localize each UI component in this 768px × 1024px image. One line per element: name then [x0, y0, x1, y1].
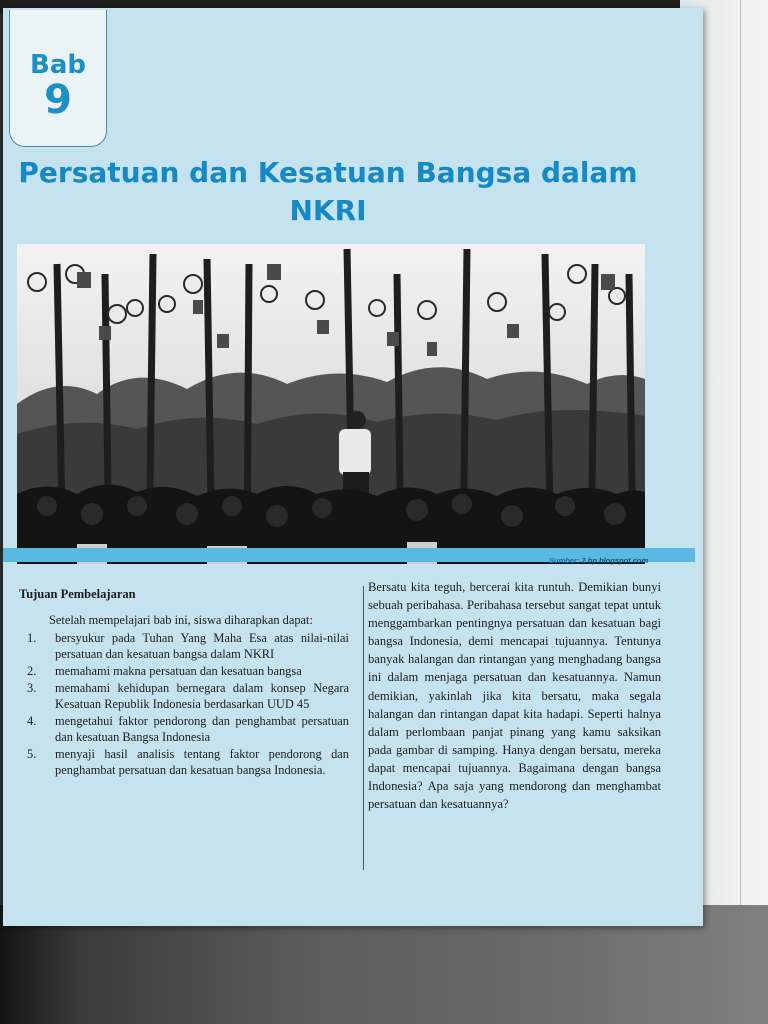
- photo-source-value: 2.bp.blogspot.com: [581, 556, 649, 565]
- objective-item: [19, 713, 349, 745]
- book-page: [3, 8, 703, 926]
- learning-objectives: [19, 586, 349, 779]
- photo-source: [549, 556, 648, 565]
- objective-item: [19, 746, 349, 778]
- objective-number: 2.: [27, 664, 37, 678]
- objective-item: [19, 630, 349, 662]
- column-divider: [363, 586, 364, 870]
- objective-number: 5.: [27, 747, 37, 761]
- objectives-intro: Setelah mempelajari bab ini, siswa diharapkan dapat:: [49, 613, 313, 627]
- objective-text: memahami makna persatuan dan kesatuan bangsa: [55, 664, 302, 678]
- objective-text: mengetahui faktor pendorong dan penghambat persatuan dan kesatuan Bangsa Indonesia: [55, 714, 349, 744]
- objective-number: 3.: [27, 681, 37, 695]
- objective-item: [19, 680, 349, 712]
- chapter-label: Bab: [30, 50, 86, 80]
- panjat-pinang-photo: [17, 244, 645, 564]
- intro-paragraph: Bersatu kita teguh, bercerai kita runtuh. Demikian bunyi sebuah peribahasa. Peribahasa tersebut sangat tepat untuk menggambarkan pentingnya persatuan dan kesatuan bagi bangsa Indonesia, demi mencapai tujuannya. Tentunya banyak halangan dan rintangan yang menghadang bangsa ini dalam menjaga persatuan dan kesatuannya. Namun demikian, yakinlah jika kita bersatu, maka segala halangan dan rintangan dapat kita hadapi. Seperti halnya dalam perlombaan panjat pinang yang kamu saksikan pada gambar di samping. Hanya dengan bersatu, mereka dapat mencapai tujuannya. Bagaimana dengan bangsa Indonesia? Apa saja yang mendorong dan menghambat persatuan dan kesatuannya?: [368, 580, 661, 812]
- chapter-title: Persatuan dan Kesatuan Bangsa dalam NKRI: [18, 156, 638, 227]
- objectives-list: [19, 630, 349, 778]
- chapter-number: 9: [44, 77, 72, 123]
- photo-source-label: Sumber:: [549, 556, 580, 565]
- objective-text: memahami kehidupan bernegara dalam konsep Negara Kesatuan Republik Indonesia berdasarkan UUD 45: [55, 681, 349, 711]
- objective-item: [19, 663, 349, 679]
- photo-illustration: [17, 244, 645, 564]
- objective-text: menyaji hasil analisis tentang faktor pendorong dan penghambat persatuan dan kesatuan bangsa Indonesia.: [55, 747, 349, 777]
- objective-number: 4.: [27, 714, 37, 728]
- chapter-tab: [9, 10, 107, 147]
- objective-text: bersyukur pada Tuhan Yang Maha Esa atas nilai-nilai persatuan dan kesatuan bangsa dalam NKRI: [55, 631, 349, 661]
- objective-number: 1.: [27, 631, 37, 645]
- objectives-heading: Tujuan Pembelajaran: [19, 587, 136, 601]
